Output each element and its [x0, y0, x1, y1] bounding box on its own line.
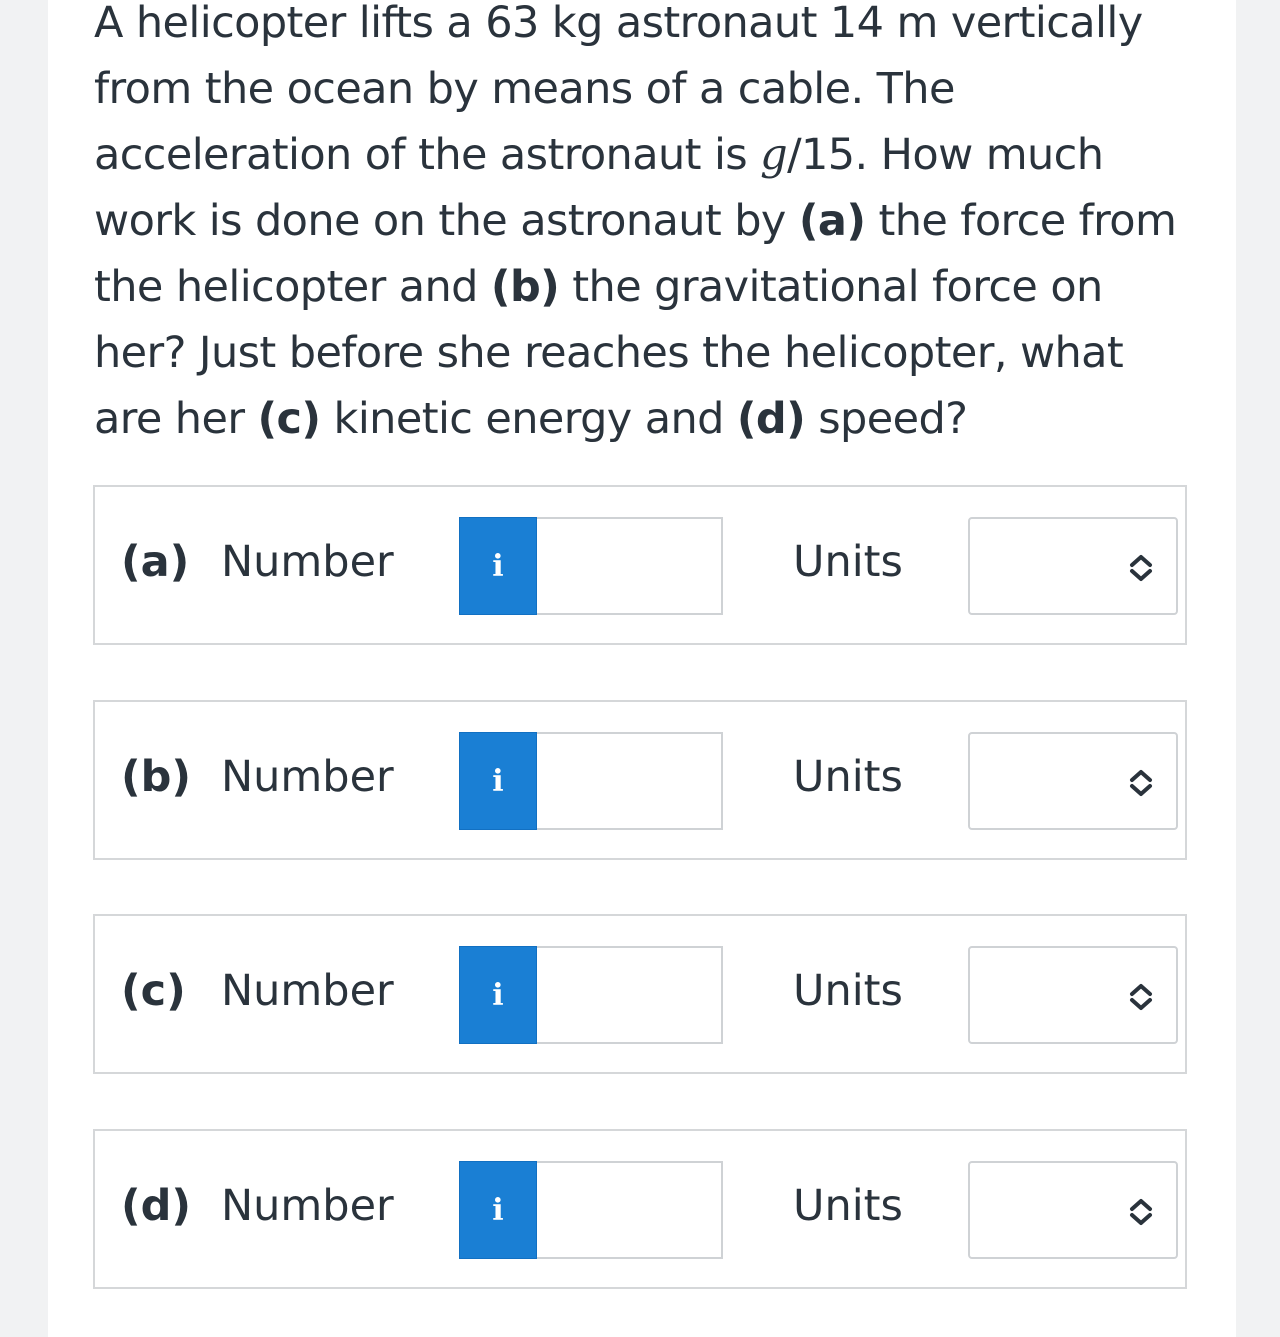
answer-row-b — [93, 700, 1187, 860]
number-input-d[interactable] — [537, 1161, 723, 1259]
number-label: Number — [221, 752, 394, 802]
question-segment: speed? — [805, 394, 968, 444]
question-part-c-ref: (c) — [257, 394, 321, 444]
units-select-c[interactable] — [968, 946, 1178, 1044]
number-input-b[interactable] — [537, 732, 723, 830]
question-segment-symbol-g: g — [760, 130, 788, 180]
part-label: (d) — [121, 1181, 192, 1231]
part-label: (b) — [121, 752, 192, 802]
question-segment: /15. How much work is done on the astronaut by — [94, 130, 1104, 246]
units-label: Units — [793, 752, 903, 802]
question-segment: kinetic energy and — [320, 394, 737, 444]
chevron-up-down-icon — [1128, 1197, 1154, 1227]
part-label: (a) — [121, 537, 190, 587]
units-label: Units — [793, 966, 903, 1016]
units-label: Units — [793, 1181, 903, 1231]
question-segment: the gravitational force on her? Just before she reaches the helicopter, what are her — [94, 262, 1124, 444]
chevron-up-down-icon — [1128, 768, 1154, 798]
question-segment: A helicopter lifts a 63 kg astronaut 14 m vertically from the ocean by means of a cable. The acceleration of the astronaut is — [94, 0, 1143, 180]
question-card — [48, 0, 1236, 1337]
question-part-a-ref: (a) — [798, 196, 866, 246]
question-part-b-ref: (b) — [490, 262, 560, 312]
number-input-a[interactable] — [537, 517, 723, 615]
answer-row-c — [93, 914, 1187, 1074]
chevron-up-down-icon — [1128, 982, 1154, 1012]
info-icon[interactable]: i — [459, 946, 537, 1044]
units-label: Units — [793, 537, 903, 587]
number-label: Number — [221, 1181, 394, 1231]
question-text — [94, 0, 1194, 452]
info-icon[interactable]: i — [459, 732, 537, 830]
units-select-a[interactable] — [968, 517, 1178, 615]
number-input-c[interactable] — [537, 946, 723, 1044]
units-select-d[interactable] — [968, 1161, 1178, 1259]
info-icon[interactable]: i — [459, 1161, 537, 1259]
number-label: Number — [221, 966, 394, 1016]
answer-row-d — [93, 1129, 1187, 1289]
units-select-b[interactable] — [968, 732, 1178, 830]
answer-row-a — [93, 485, 1187, 645]
chevron-up-down-icon — [1128, 553, 1154, 583]
number-label: Number — [221, 537, 394, 587]
info-icon[interactable]: i — [459, 517, 537, 615]
question-segment: the force from the helicopter and — [94, 196, 1177, 312]
question-part-d-ref: (d) — [736, 394, 806, 444]
part-label: (c) — [121, 966, 186, 1016]
